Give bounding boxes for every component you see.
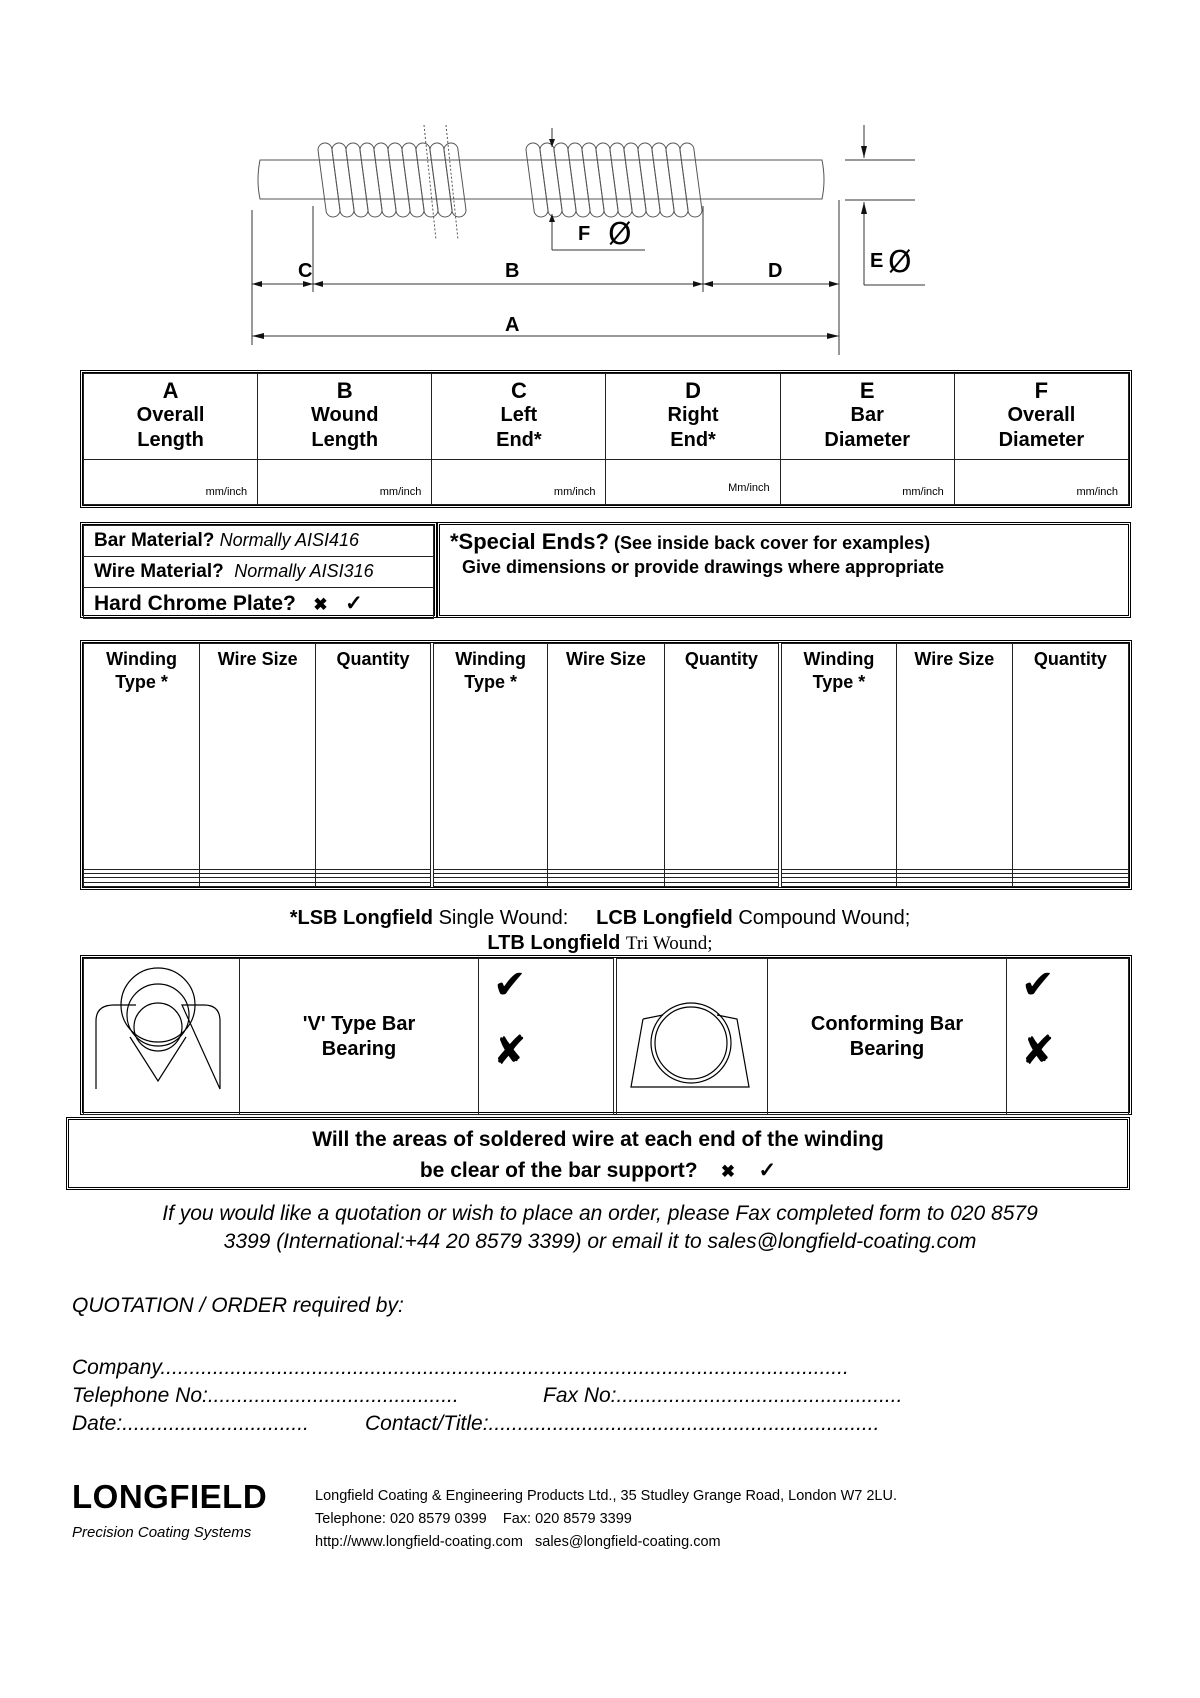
- coil-turn: [374, 143, 396, 217]
- winding-header-row: [84, 644, 1129, 870]
- coil-turn: [554, 143, 576, 217]
- winding-header-cell: Wire Size: [548, 644, 664, 870]
- dim-input-b[interactable]: [258, 460, 432, 505]
- logo-tagline: Precision Coating Systems: [72, 1524, 252, 1541]
- telephone-field[interactable]: Telephone No:...........................................: [72, 1384, 459, 1407]
- dim-label-a: A: [505, 314, 520, 336]
- diameter-icon-e: Ø: [888, 245, 912, 280]
- v-bearing-yes-check[interactable]: ✔: [493, 962, 527, 1008]
- dim-label-d: D: [768, 260, 783, 282]
- unit-label: mm/inch: [379, 486, 422, 498]
- v-bearing-no-cross[interactable]: ✘: [493, 1028, 527, 1074]
- winding-table: [80, 640, 1132, 890]
- unit-label: mm/inch: [205, 486, 248, 498]
- bar-material-field[interactable]: Bar Material? Normally AISI416: [84, 526, 434, 557]
- winding-row: [84, 882, 1129, 886]
- dim-label-b: B: [505, 260, 520, 282]
- dim-header-c: C Left End*: [432, 374, 606, 460]
- contact-title-field[interactable]: Contact/Title:...................................................................: [365, 1412, 880, 1435]
- coil-turn: [638, 143, 660, 217]
- conforming-bearing-choice: [1007, 959, 1129, 1115]
- solder-question-line2: be clear of the bar support?: [419, 1159, 698, 1182]
- coil-turn: [652, 143, 674, 217]
- fax-field[interactable]: Fax No:.................................................: [543, 1384, 903, 1407]
- coil-turn: [610, 143, 632, 217]
- winding-header-cell: Quantity: [316, 644, 432, 870]
- dim-input-f[interactable]: [954, 460, 1128, 505]
- dim-input-c[interactable]: [432, 460, 606, 505]
- special-ends-note: (See inside back cover for examples): [613, 533, 931, 553]
- dim-label-e: E: [870, 250, 884, 272]
- hard-chrome-plate-field: Hard Chrome Plate? ✖ ✓: [84, 588, 434, 619]
- dim-input-d[interactable]: [606, 460, 780, 505]
- coil-turn: [360, 143, 382, 217]
- dimensions-input-row: [84, 460, 1129, 505]
- coil-turn: [596, 143, 618, 217]
- coil-turn: [444, 143, 466, 217]
- solder-yes-option[interactable]: ✓: [758, 1159, 777, 1182]
- coil-turn: [332, 143, 354, 217]
- winding-input-cell[interactable]: [780, 882, 896, 886]
- unit-label: mm/inch: [902, 486, 944, 498]
- coil-turn: [582, 143, 604, 217]
- coil-turn: [388, 143, 410, 217]
- winding-type-legend: *LSB Longfield Single Wound: LCB Longfield Compound Wound; LTB Longfield Tri Wound;: [289, 907, 911, 954]
- winding-bar-diagram: [220, 100, 940, 370]
- bearing-table: [80, 955, 1132, 1115]
- winding-header-cell: Wire Size: [200, 644, 316, 870]
- yes-option[interactable]: ✓: [345, 591, 363, 615]
- dimensions-table: [80, 370, 1132, 508]
- v-bearing-image: [84, 959, 240, 1115]
- winding-input-cell[interactable]: [200, 882, 316, 886]
- conforming-bearing-yes-check[interactable]: ✔: [1021, 962, 1055, 1008]
- special-ends-box[interactable]: [437, 522, 1131, 618]
- coil-turn: [346, 143, 368, 217]
- dim-label-c: C: [298, 260, 313, 282]
- v-bearing-label: 'V' Type Bar Bearing: [240, 959, 479, 1115]
- coil-turn: [526, 143, 548, 217]
- dimensions-header-row: [84, 374, 1129, 460]
- coil-turn: [318, 143, 340, 217]
- v-type-bearing-icon: [84, 959, 234, 1109]
- coil-turn: [680, 143, 702, 217]
- dim-header-a: A Overall Length: [84, 374, 258, 460]
- winding-header-cell: Quantity: [664, 644, 780, 870]
- coil-turn: [666, 143, 688, 217]
- winding-input-cell[interactable]: [1012, 882, 1128, 886]
- special-ends-instructions: Give dimensions or provide drawings where appropriate: [462, 557, 945, 577]
- winding-input-cell[interactable]: [664, 882, 780, 886]
- winding-header-cell: Winding Type *: [432, 644, 548, 870]
- dim-header-f: F Overall Diameter: [954, 374, 1128, 460]
- coil-turn: [568, 143, 590, 217]
- solder-no-option[interactable]: ✖: [720, 1162, 736, 1181]
- company-web-email: http://www.longfield-coating.com sales@longfield-coating.com: [315, 1534, 721, 1550]
- order-instructions: If you would like a quotation or wish to place an order, please Fax completed form to 020 8579 3399 (International:+44 20 8579 3399) or email it to sales@longfield-coating.com: [162, 1202, 1038, 1253]
- date-field[interactable]: Date:................................: [72, 1412, 309, 1435]
- winding-input-cell[interactable]: [84, 882, 200, 886]
- winding-header-cell: Winding Type *: [84, 644, 200, 870]
- diameter-icon-f: Ø: [608, 217, 632, 252]
- wire-material-field[interactable]: Wire Material? Normally AISI316: [84, 557, 434, 588]
- order-form-title: QUOTATION / ORDER required by:: [72, 1294, 404, 1317]
- left-winding: [318, 143, 466, 217]
- coil-turn: [624, 143, 646, 217]
- unit-label: mm/inch: [553, 486, 596, 498]
- bar-body: [258, 160, 824, 199]
- winding-header-cell: Wire Size: [896, 644, 1012, 870]
- special-ends-title: *Special Ends?: [450, 529, 609, 554]
- winding-input-cell[interactable]: [316, 882, 432, 886]
- conforming-bearing-label: Conforming Bar Bearing: [768, 959, 1007, 1115]
- winding-input-cell[interactable]: [896, 882, 1012, 886]
- no-option[interactable]: ✖: [313, 594, 328, 614]
- conforming-bearing-no-cross[interactable]: ✘: [1021, 1028, 1055, 1074]
- dim-header-e: E Bar Diameter: [780, 374, 954, 460]
- dim-input-a[interactable]: [84, 460, 258, 505]
- winding-input-cell[interactable]: [432, 882, 548, 886]
- dim-header-d: D Right End*: [606, 374, 780, 460]
- winding-header-cell: Quantity: [1012, 644, 1128, 870]
- solder-question-line1: Will the areas of soldered wire at each end of the winding: [312, 1128, 884, 1151]
- company-address: Longfield Coating & Engineering Products Ltd., 35 Studley Grange Road, London W7 2LU.: [315, 1488, 897, 1504]
- conforming-bearing-icon: [617, 959, 767, 1109]
- coil-turn: [540, 143, 562, 217]
- longfield-logo: LONGFIELD: [72, 1478, 268, 1515]
- winding-input-cell[interactable]: [548, 882, 664, 886]
- coil-turn: [402, 143, 424, 217]
- dim-input-e[interactable]: [780, 460, 954, 505]
- materials-box: [80, 522, 437, 618]
- solder-question-box: [66, 1117, 1130, 1190]
- company-phone-fax: Telephone: 020 8579 0399 Fax: 020 8579 3399: [315, 1511, 632, 1527]
- dim-header-b: B Wound Length: [258, 374, 432, 460]
- unit-label: mm/inch: [1076, 486, 1118, 498]
- winding-header-cell: Winding Type *: [780, 644, 896, 870]
- company-field[interactable]: Company......................................................................................................................: [72, 1356, 849, 1379]
- right-winding: [526, 143, 702, 217]
- dim-label-f: F: [578, 223, 591, 245]
- v-bearing-choice: [479, 959, 616, 1115]
- unit-label: Mm/inch: [728, 482, 770, 494]
- conforming-bearing-image: [615, 959, 768, 1115]
